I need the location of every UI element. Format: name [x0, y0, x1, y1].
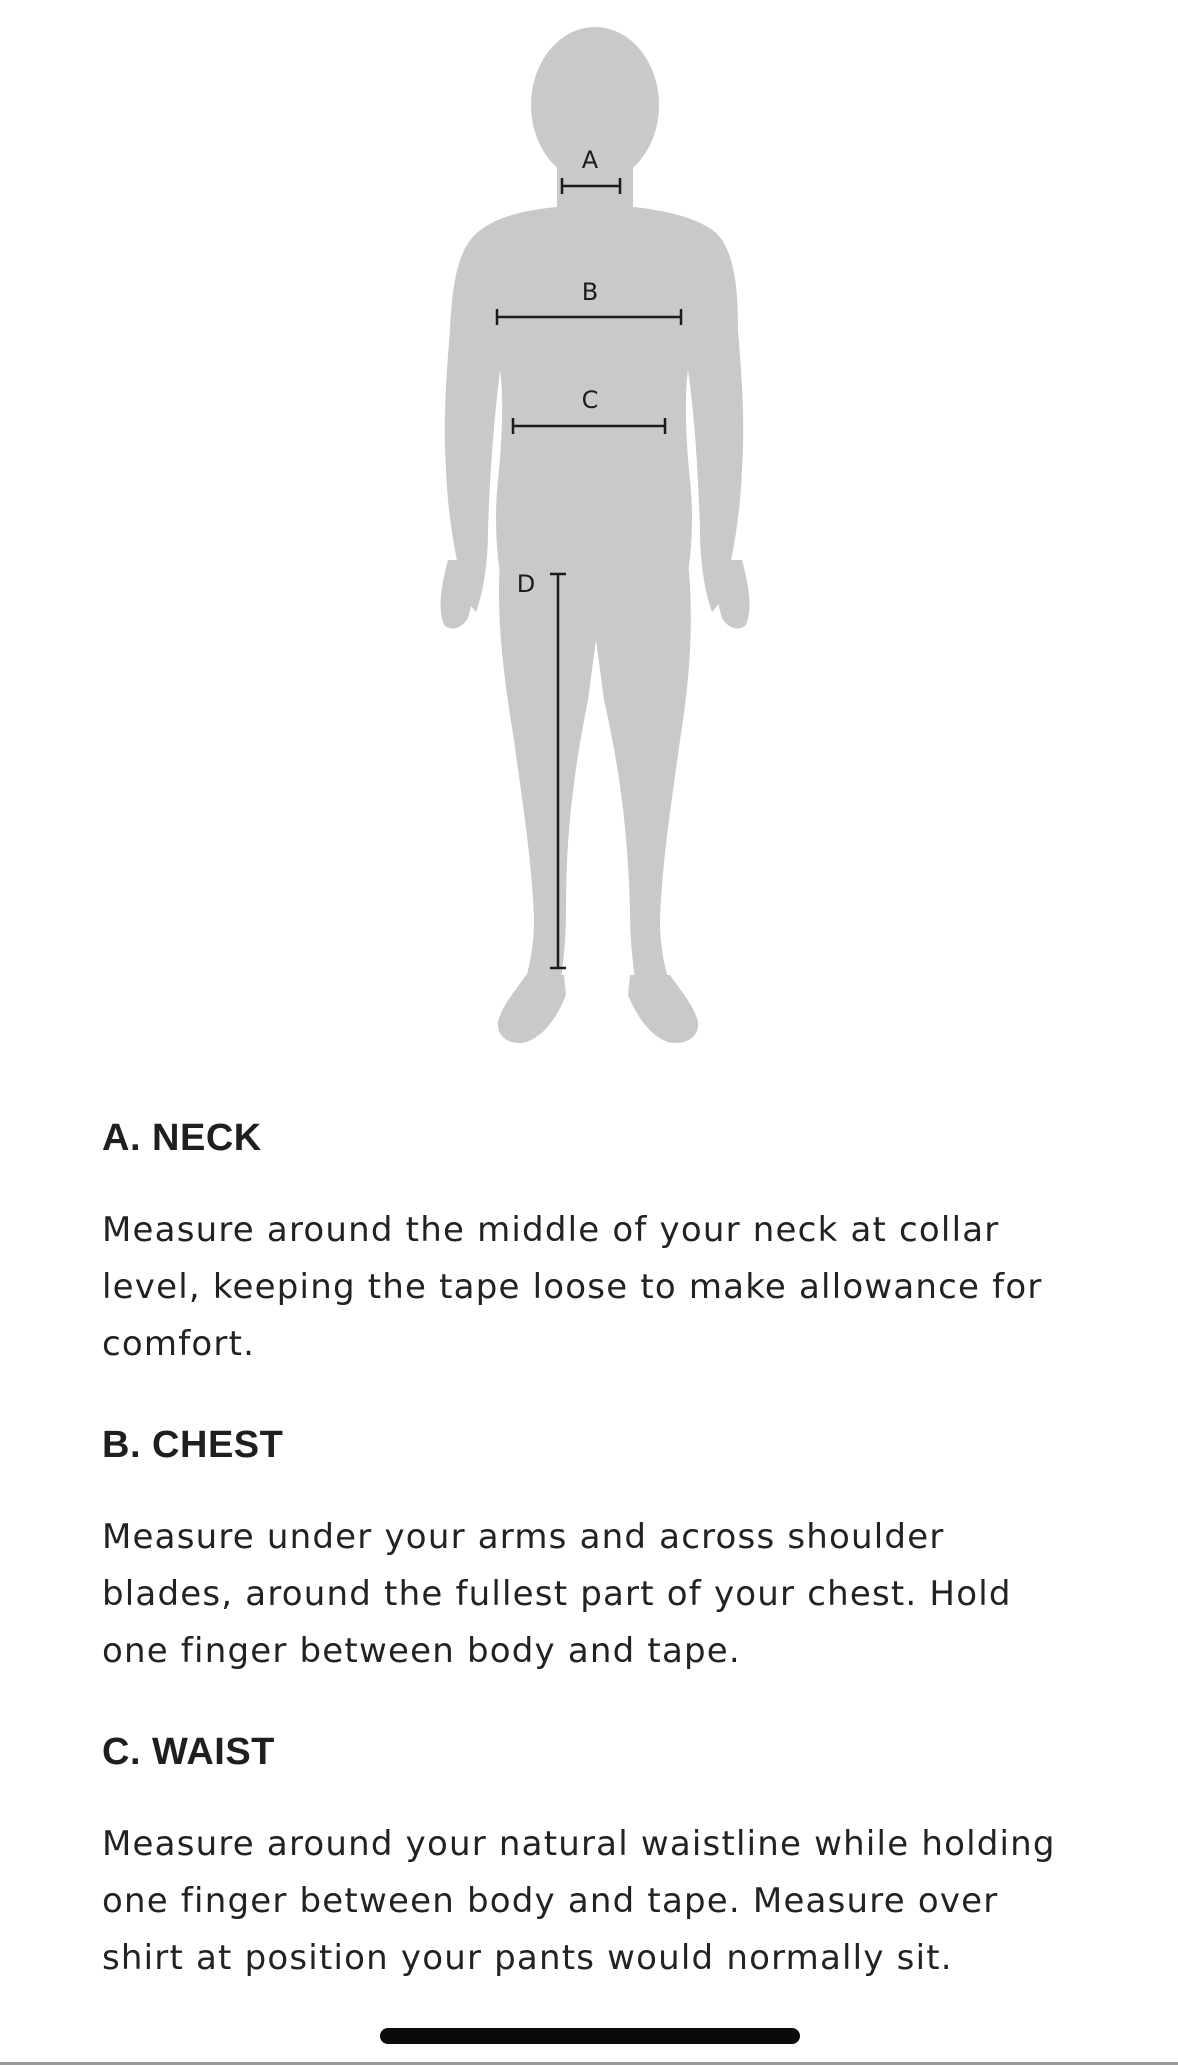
body-silhouette — [441, 27, 750, 1043]
waist-description-line-1: Measure around your natural waistline while holding — [102, 1824, 1056, 1864]
chest-description — [102, 1509, 1132, 1680]
chest-section — [102, 1415, 1132, 1680]
label-b: B — [581, 278, 599, 306]
neck-description-line-2: level, keeping the tape loose to make allowance for — [102, 1267, 1043, 1307]
neck-section — [102, 1108, 1132, 1373]
home-indicator[interactable] — [380, 2028, 800, 2044]
chest-description-line-2: blades, around the fullest part of your chest. Hold — [102, 1574, 1012, 1614]
neck-description-line-3: comfort. — [102, 1324, 256, 1364]
neck-title: A. NECK — [102, 1117, 262, 1159]
chest-description-line-1: Measure under your arms and across shoulder — [102, 1517, 945, 1557]
waist-section — [102, 1722, 1132, 1987]
waist-title: C. WAIST — [102, 1731, 275, 1773]
measurement-instructions — [102, 1108, 1132, 2029]
label-a: A — [581, 146, 599, 174]
waist-description-line-3: shirt at position your pants would normally sit. — [102, 1938, 953, 1978]
chest-title: B. CHEST — [102, 1424, 284, 1466]
chest-description-line-3: one finger between body and tape. — [102, 1631, 741, 1671]
label-d: D — [516, 570, 536, 598]
waist-description — [102, 1816, 1132, 1987]
waist-description-line-2: one finger between body and tape. Measure over — [102, 1881, 999, 1921]
label-c: C — [581, 386, 599, 414]
neck-description-line-1: Measure around the middle of your neck at collar — [102, 1210, 1000, 1250]
neck-description — [102, 1202, 1132, 1373]
